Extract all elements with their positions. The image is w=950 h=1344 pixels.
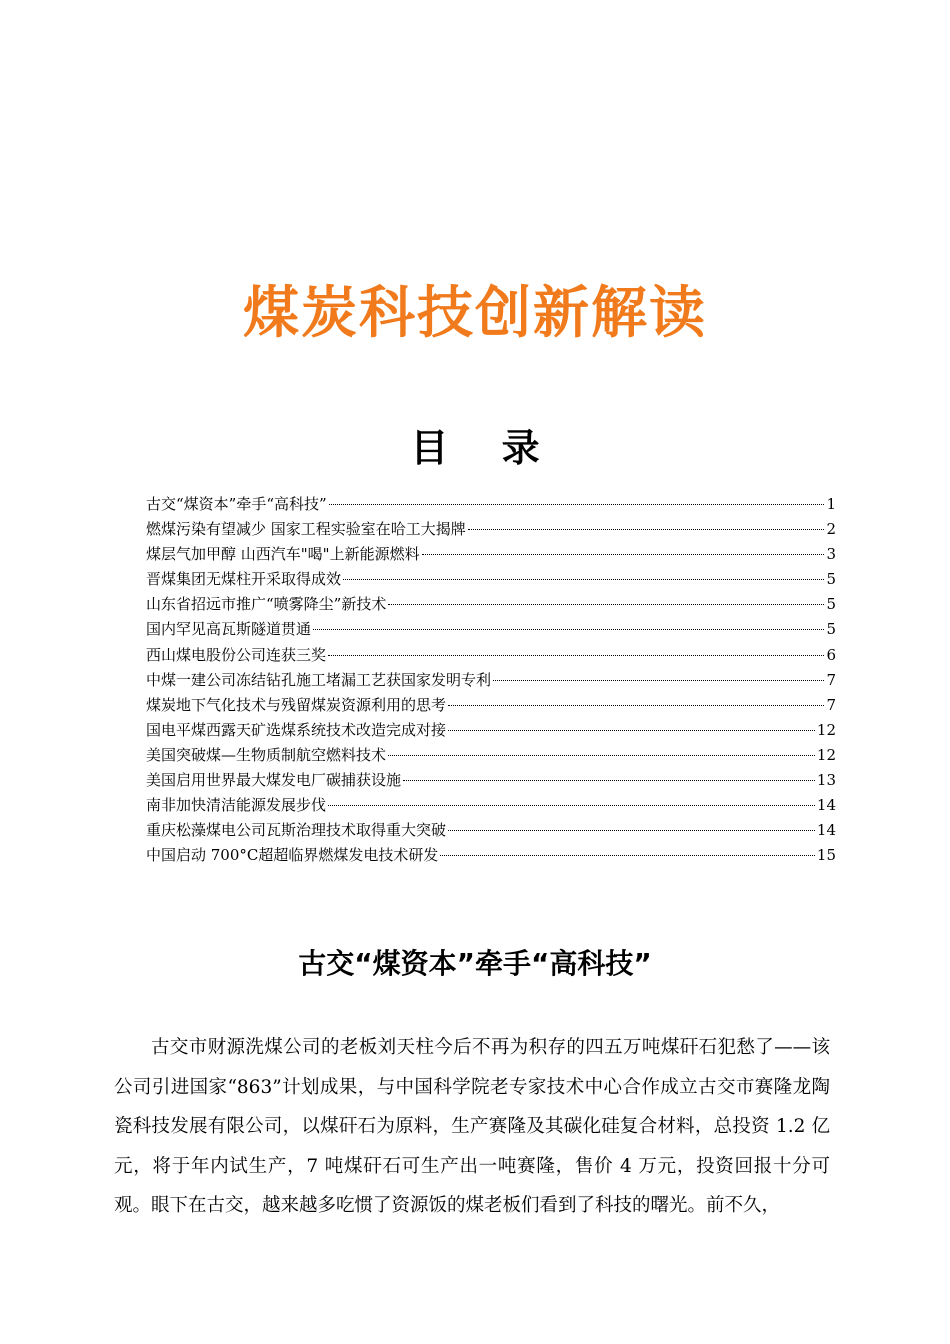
toc-entry[interactable] [146,493,836,518]
section-heading: 古交“煤资本”牵手“高科技” [298,947,652,980]
toc-leader-dots [388,755,815,756]
toc-leader-dots [422,554,825,555]
toc-entry-title: 煤层气加甲醇 山西汽车"喝"上新能源燃料 [146,545,420,564]
toc-entry[interactable] [146,644,836,669]
toc-entry-page: 7 [826,695,836,714]
toc-entry[interactable] [146,719,836,744]
toc-entry-page: 5 [826,570,836,589]
toc-entry[interactable] [146,769,836,794]
toc-entry[interactable] [146,669,836,694]
toc-leader-dots [313,629,824,630]
toc-entry-title: 重庆松藻煤电公司瓦斯治理技术取得重大突破 [146,821,447,840]
toc-entry[interactable] [146,844,836,869]
toc-entry-title: 中国启动 700°C超超临界燃煤发电技术研发 [146,846,439,865]
toc-leader-dots [403,780,815,781]
toc-entry-title: 燃煤污染有望减少 国家工程实验室在哈工大揭牌 [146,520,466,539]
toc-entry-title: 国电平煤西露天矿选煤系统技术改造完成对接 [146,720,447,739]
body-paragraph: 古交市财源洗煤公司的老板刘天柱今后不再为积存的四五万吨煤矸石犯愁了——该公司引进国家“863”计划成果，与中国科学院老专家技术中心合作成立古交市赛隆龙陶瓷科技发展有限公司，以煤矸石为原料，生产赛隆及其碳化硅复合材料，总投资 1.2 亿元，将于年内试生产，7 吨煤矸石可生产出一吨赛隆，售价 4 万元，投资回报十分可观。眼下在古交，越来越多吃惯了资源饭的煤老板们看到了科技的曙光。前不久， [114,1037,830,1217]
toc-leader-dots [448,830,815,831]
toc-entry-page: 13 [816,771,836,790]
toc-entry[interactable] [146,543,836,568]
toc-entry-page: 12 [816,745,836,764]
toc-entry-title: 美国突破煤—生物质制航空燃料技术 [146,745,387,764]
toc-entry-title: 煤炭地下气化技术与残留煤炭资源利用的思考 [146,695,447,714]
toc-heading: 目 录 [410,426,540,470]
table-of-contents [146,493,836,869]
toc-entry-title: 山东省招远市推广“喷雾降尘”新技术 [146,595,387,614]
toc-entry-page: 6 [826,645,836,664]
toc-entry[interactable] [146,593,836,618]
toc-entry-page: 2 [826,520,836,539]
toc-entry-page: 14 [816,821,836,840]
toc-entry-title: 西山煤电股份公司连获三奖 [146,645,327,664]
toc-entry-page: 1 [826,495,836,513]
toc-leader-dots [329,504,825,505]
toc-leader-dots [448,705,824,706]
toc-leader-dots [343,579,824,580]
toc-leader-dots [448,730,815,731]
toc-entry-title: 南非加快清洁能源发展步伐 [146,796,327,815]
toc-entry-page: 7 [826,670,836,689]
toc-entry-title: 晋煤集团无煤柱开采取得成效 [146,570,342,589]
toc-entry-page: 12 [816,720,836,739]
toc-leader-dots [440,855,815,856]
toc-entry[interactable] [146,794,836,819]
toc-entry-title: 中煤一建公司冻结钻孔施工堵漏工艺获国家发明专利 [146,670,492,689]
toc-leader-dots [388,604,824,605]
toc-entry-page: 5 [826,620,836,639]
document-title: 煤炭科技创新解读 [243,281,707,346]
toc-leader-dots [328,655,824,656]
toc-entry[interactable] [146,518,836,543]
toc-entry-title: 古交“煤资本”牵手“高科技” [146,495,327,513]
toc-leader-dots [328,805,815,806]
toc-leader-dots [468,529,825,530]
toc-entry-title: 国内罕见高瓦斯隧道贯通 [146,620,312,639]
toc-entry[interactable] [146,694,836,719]
toc-entry-page: 3 [826,545,836,564]
toc-entry-page: 14 [816,796,836,815]
toc-entry-page: 5 [826,595,836,614]
toc-entry[interactable] [146,618,836,643]
toc-entry[interactable] [146,819,836,844]
toc-leader-dots [493,680,824,681]
toc-entry[interactable] [146,568,836,593]
toc-entry[interactable] [146,744,836,769]
toc-entry-page: 15 [816,846,836,865]
toc-entry-title: 美国启用世界最大煤发电厂碳捕获设施 [146,771,402,790]
